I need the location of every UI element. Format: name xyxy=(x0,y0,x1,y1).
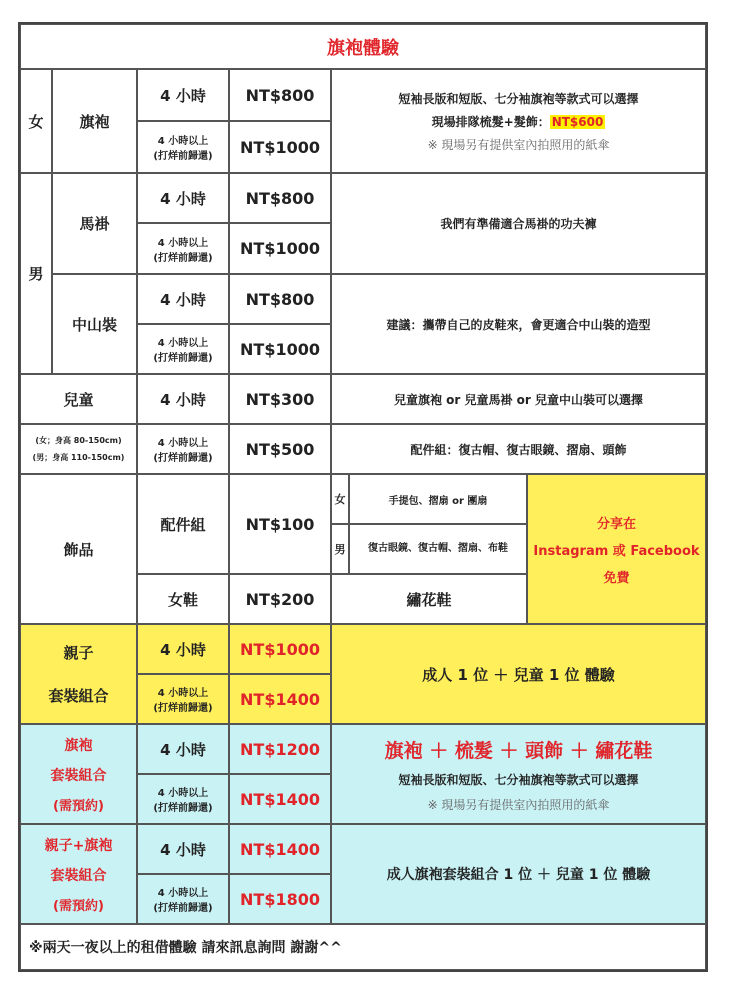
qipao-set-headline: 旗袍 ＋ 梳髮 ＋ 頭飾 ＋ 繡花鞋 xyxy=(384,739,653,762)
price-qipao-over: NT$1000 xyxy=(229,121,331,173)
qipao-set-note xyxy=(331,724,706,824)
item-magua: 馬褂 xyxy=(52,173,137,274)
accessory-female-items: 手提包、摺扇 or 團扇 xyxy=(349,474,527,524)
price-magua-4h: NT$800 xyxy=(229,173,331,223)
duration-over-line2: (打烊前歸還) xyxy=(153,703,213,714)
gender-male-label: 男 xyxy=(20,173,52,374)
duration-over-line1: 4 小時以上 xyxy=(157,688,209,699)
duration-over-line2: (打烊前歸還) xyxy=(153,903,213,914)
qipao-set-line2: 套裝組合 xyxy=(50,767,107,784)
parent-child-line1: 親子 xyxy=(63,644,94,662)
duration-over-line2: (打烊前歸還) xyxy=(153,252,213,264)
parent-child-note: 成人 1 位 ＋ 兒童 1 位 體驗 xyxy=(331,624,706,724)
accessory-male-items: 復古眼鏡、復古帽、摺扇、布鞋 xyxy=(349,524,527,574)
duration-over-line1: 4 小時以上 xyxy=(157,788,209,799)
parent-child-line2: 套裝組合 xyxy=(48,687,109,705)
children-note-accessories: 配件組：復古帽、復古眼鏡、摺扇、頭飾 xyxy=(331,424,706,474)
duration-over-line2: (打烊前歸還) xyxy=(153,151,213,162)
shoes-label: 女鞋 xyxy=(137,574,229,624)
qipao-note-line2 xyxy=(432,113,606,130)
duration-over-line1: 4 小時以上 xyxy=(157,438,209,449)
parent-qipao-line3: (需預約) xyxy=(53,898,104,914)
duration-over-line2: (打烊前歸還) xyxy=(153,353,213,364)
item-zhongshan: 中山裝 xyxy=(52,274,137,374)
accessory-female-mark: 女 xyxy=(331,474,349,524)
qipao-note xyxy=(331,69,706,173)
duration-over-line1: 4 小時以上 xyxy=(157,237,209,249)
duration-4h: 4 小時 xyxy=(137,374,229,424)
share-line2: Instagram 或 Facebook xyxy=(533,543,700,559)
parent-qipao-note: 成人旗袍套裝組合 1 位 ＋ 兒童 1 位 體驗 xyxy=(331,824,706,924)
parent-qipao-line2: 套裝組合 xyxy=(50,867,107,884)
price-children-over: NT$500 xyxy=(229,424,331,474)
price-qipao-4h: NT$800 xyxy=(229,69,331,121)
duration-over-line2: (打烊前歸還) xyxy=(153,803,213,814)
duration-4h: 4 小時 xyxy=(137,173,229,223)
accessory-set-price: NT$100 xyxy=(229,474,331,574)
qipao-set-line3: (需預約) xyxy=(53,798,104,814)
duration-over-line2: (打烊前歸還) xyxy=(153,453,213,464)
hair-service-label: 現場排隊梳髮+髮飾： xyxy=(431,114,550,129)
qipao-set-note-line2: ※ 現場另有提供室內拍照用的紙傘 xyxy=(427,797,610,812)
duration-4h: 4 小時 xyxy=(137,824,229,874)
duration-over-4h xyxy=(137,223,229,274)
price-table xyxy=(18,22,708,972)
price-qipao-set-4h: NT$1200 xyxy=(229,724,331,774)
shoes-name: 繡花鞋 xyxy=(331,574,527,624)
duration-over-line1: 4 小時以上 xyxy=(157,136,209,147)
duration-4h: 4 小時 xyxy=(137,724,229,774)
share-line1: 分享在 xyxy=(596,516,636,532)
children-height-range xyxy=(20,424,137,474)
hair-service-price: NT$600 xyxy=(551,114,604,129)
price-parent-qipao-over: NT$1800 xyxy=(229,874,331,924)
accessory-male-mark: 男 xyxy=(331,524,349,574)
accessory-set-label: 配件組 xyxy=(137,474,229,574)
duration-over-4h xyxy=(137,324,229,374)
qipao-set-note-line1: 短袖長版和短版、七分袖旗袍等款式可以選擇 xyxy=(398,772,639,787)
duration-over-4h xyxy=(137,774,229,824)
item-parent-qipao-set xyxy=(20,824,137,924)
table-title: 旗袍體驗 xyxy=(20,24,706,69)
duration-over-4h xyxy=(137,121,229,173)
price-magua-over: NT$1000 xyxy=(229,223,331,274)
duration-4h: 4 小時 xyxy=(137,274,229,324)
children-height-boy: (男；身高 110-150cm) xyxy=(32,453,125,462)
children-note-options: 兒童旗袍 or 兒童馬褂 or 兒童中山裝可以選擇 xyxy=(331,374,706,424)
qipao-set-line1: 旗袍 xyxy=(64,737,93,754)
shoes-price: NT$200 xyxy=(229,574,331,624)
duration-over-line1: 4 小時以上 xyxy=(157,338,209,349)
duration-over-4h xyxy=(137,674,229,724)
item-children: 兒童 xyxy=(20,374,137,424)
share-line3: 免費 xyxy=(603,570,630,586)
qipao-note-line1: 短袖長版和短版、七分袖旗袍等款式可以選擇 xyxy=(398,91,639,106)
footer-note: ※兩天一夜以上的租借體驗 請來訊息詢問 謝謝^^ xyxy=(20,924,706,970)
item-parent-child-set xyxy=(20,624,137,724)
price-qipao-set-over: NT$1400 xyxy=(229,774,331,824)
duration-4h: 4 小時 xyxy=(137,69,229,121)
price-parent-child-4h: NT$1000 xyxy=(229,624,331,674)
magua-note: 我們有準備適合馬褂的功夫褲 xyxy=(331,173,706,274)
zhongshan-note: 建議：攜帶自己的皮鞋來，會更適合中山裝的造型 xyxy=(331,274,706,374)
gender-female-label: 女 xyxy=(20,69,52,173)
parent-qipao-line1: 親子+旗袍 xyxy=(44,837,113,854)
price-children-4h: NT$300 xyxy=(229,374,331,424)
duration-over-line1: 4 小時以上 xyxy=(157,888,209,899)
price-zhongshan-4h: NT$800 xyxy=(229,274,331,324)
item-qipao-set xyxy=(20,724,137,824)
duration-over-4h xyxy=(137,424,229,474)
share-free-promo xyxy=(527,474,706,624)
item-accessories: 飾品 xyxy=(20,474,137,624)
duration-4h: 4 小時 xyxy=(137,624,229,674)
price-zhongshan-over: NT$1000 xyxy=(229,324,331,374)
duration-over-4h xyxy=(137,874,229,924)
qipao-note-line3: ※ 現場另有提供室內拍照用的紙傘 xyxy=(427,137,610,152)
children-height-girl: (女；身高 80-150cm) xyxy=(35,436,122,445)
item-qipao: 旗袍 xyxy=(52,69,137,173)
price-parent-qipao-4h: NT$1400 xyxy=(229,824,331,874)
price-parent-child-over: NT$1400 xyxy=(229,674,331,724)
